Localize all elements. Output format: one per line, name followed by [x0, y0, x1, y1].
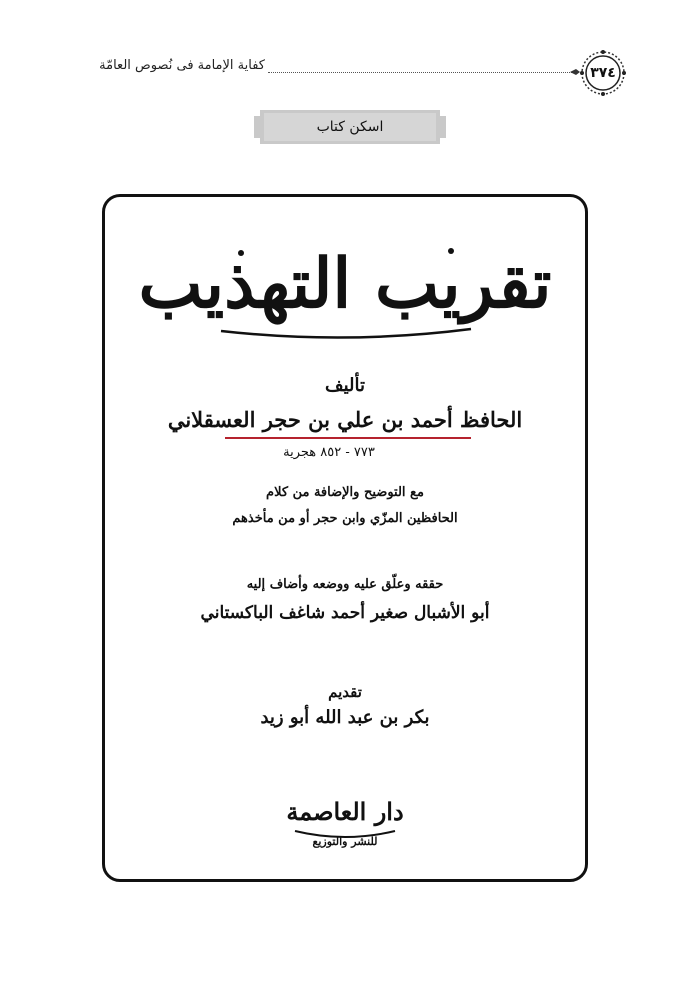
header-rule — [268, 72, 574, 73]
book-title: تقريب التهذيب — [138, 244, 552, 324]
editor-label: حققه وعلّق عليه ووضعه وأضاف إليه — [246, 577, 444, 592]
publisher-name: دار العاصمة — [286, 797, 404, 826]
author-dates: ٧٧٣ - ٨٥٢ هجرية — [283, 445, 375, 460]
notes-line-1: مع التوضيح والإضافة من كلام — [266, 485, 424, 500]
editor-name: أبو الأشبال صغير أحمد شاغف الباكستاني — [200, 603, 490, 623]
page-number: ٣٧٤ — [590, 65, 616, 81]
page-header — [0, 50, 700, 100]
publisher-subtitle: للنشر والتوزيع — [312, 835, 378, 848]
running-title: كفاية الإمامة فى نُصوص العامّة — [99, 58, 265, 73]
author-underline — [225, 437, 471, 439]
notes-line-2: الحافظين المزّي وابن حجر أو من مأخذهم — [232, 511, 458, 526]
author-name: الحافظ أحمد بن علي بن حجر العسقلاني — [167, 407, 523, 432]
preface-label: تقديم — [328, 683, 362, 701]
banner-label: اسكن كتاب — [316, 119, 384, 135]
preface-name: بكر بن عبد الله أبو زيد — [260, 707, 430, 728]
book-cover — [102, 194, 588, 882]
section-banner — [254, 110, 446, 144]
rule-ornament-icon — [570, 68, 580, 76]
author-label: تأليف — [324, 375, 366, 396]
